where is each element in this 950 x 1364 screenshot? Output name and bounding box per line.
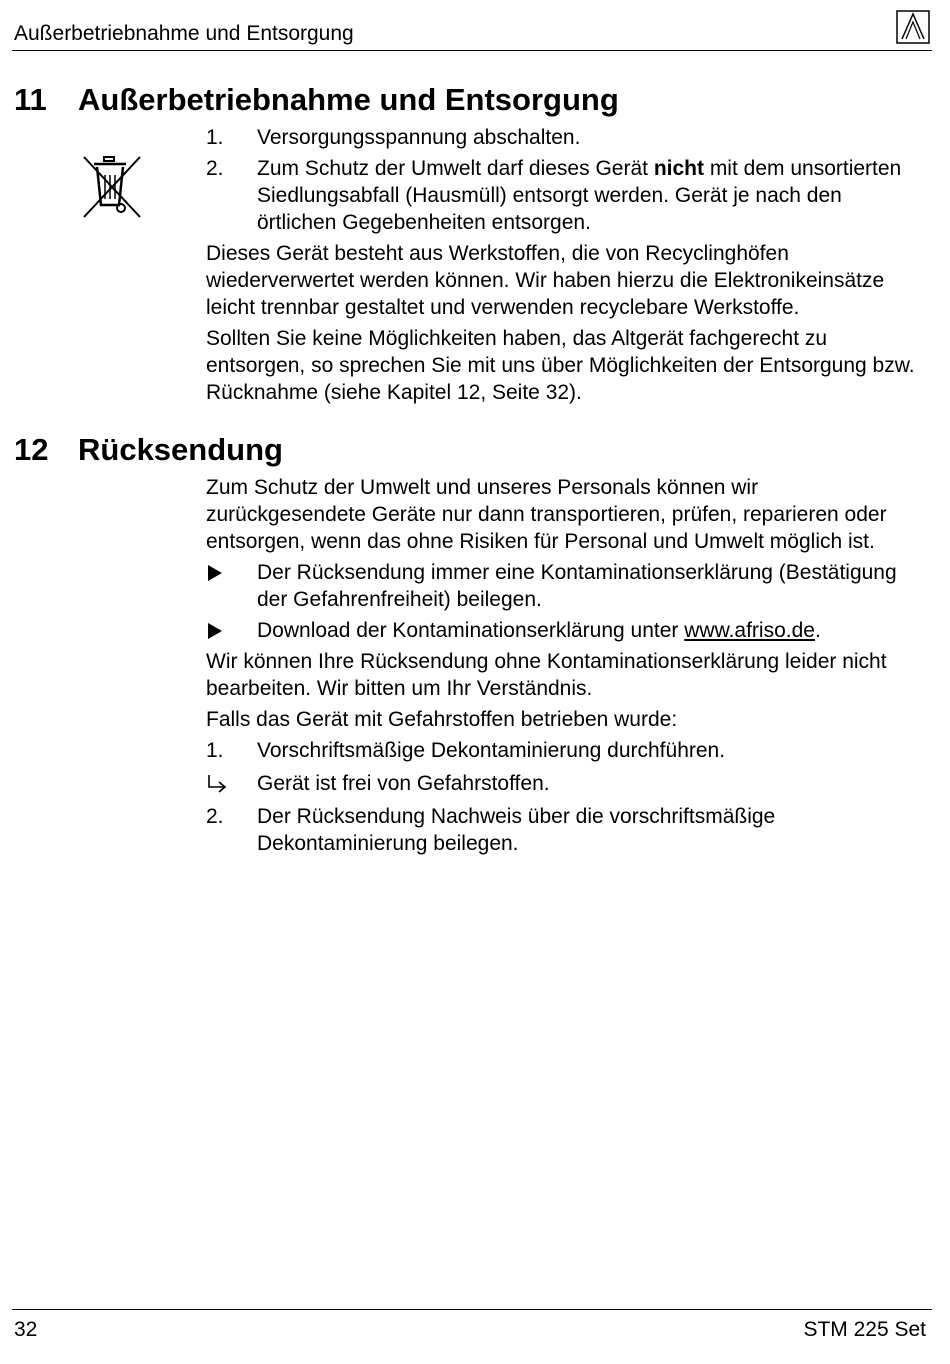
result-item: [206, 770, 922, 797]
running-header: Außerbetriebnahme und Entsorgung: [14, 22, 354, 45]
paragraph: Sollten Sie keine Möglichkeiten haben, das Altgerät fachgerecht zu entsorgen, so sprechen Sie mit uns über Möglichkeiten der Entsorgung bzw. Rücknahme (siehe Kapitel 12, Seite 32).: [206, 327, 915, 404]
result-text: Gerät ist frei von Gefahrstoffen.: [257, 772, 550, 795]
result-arrow-icon: [206, 773, 230, 795]
section-number: 11: [14, 82, 47, 117]
afriso-logo-icon: [896, 10, 930, 44]
list-number: 2.: [206, 805, 224, 828]
list-text: Der Rücksendung Nachweis über die vorschriftsmäßige Dekontaminierung beilegen.: [257, 805, 776, 855]
section-11-heading: [14, 82, 619, 118]
section-12-body: [206, 474, 922, 861]
product-name: STM 225 Set: [803, 1318, 926, 1341]
list-item: [206, 155, 922, 236]
section-12-heading: [14, 432, 283, 468]
list-number: 1.: [206, 126, 224, 149]
footer-rule: [12, 1309, 932, 1310]
list-text-pre: Download der Kontaminationserklärung unter: [257, 619, 685, 642]
list-item: [206, 559, 922, 613]
emphasis-text: nicht: [653, 157, 704, 180]
section-11-body: [206, 124, 922, 410]
list-text: Der Rücksendung immer eine Kontaminationserklärung (Bestätigung der Gefahrenfreiheit) beilegen.: [257, 561, 897, 611]
list-item: [206, 617, 922, 644]
list-item: [206, 124, 922, 151]
list-item: [206, 803, 922, 857]
list-number: 1.: [206, 739, 224, 762]
paragraph: Dieses Gerät besteht aus Werkstoffen, die von Recyclinghöfen wiederverwertet werden können. Wir haben hierzu die Elektronikeinsätze leicht trennbar gestaltet und verwenden recyclebare Werkstoffe.: [206, 242, 885, 319]
afriso-website-link[interactable]: www.afriso.de: [684, 619, 815, 642]
section-title: Rücksendung: [78, 432, 283, 467]
list-item: [206, 737, 922, 764]
list-text-pre: Zum Schutz der Umwelt darf dieses Gerät: [257, 157, 654, 180]
list-text: Versorgungsspannung abschalten.: [257, 126, 581, 149]
paragraph: Wir können Ihre Rücksendung ohne Kontaminationserklärung leider nicht bearbeiten. Wir bitten um Ihr Verständnis.: [206, 650, 887, 700]
list-text-post: mit dem unsortierten Siedlungsabfall (Hausmüll) entsorgt werden. Gerät je nach den örtlichen Gegebenheiten entsorgen.: [257, 157, 902, 234]
paragraph: Zum Schutz der Umwelt und unseres Personals können wir zurückgesendete Geräte nur dann transportieren, prüfen, reparieren oder entsorgen, wenn das ohne Risiken für Personal und Umwelt möglich ist.: [206, 476, 887, 553]
section-title: Außerbetriebnahme und Entsorgung: [78, 82, 619, 117]
list-number: 2.: [206, 157, 224, 180]
bullet-triangle-icon: [208, 565, 222, 581]
list-text-post: .: [814, 619, 821, 642]
header-rule: [12, 50, 932, 51]
page-number: 32: [14, 1318, 38, 1341]
list-text: Vorschriftsmäßige Dekontaminierung durchführen.: [257, 739, 726, 762]
paragraph: Falls das Gerät mit Gefahrstoffen betrieben wurde:: [206, 708, 678, 731]
crossed-out-wheelie-bin-icon: [80, 155, 144, 219]
bullet-triangle-icon: [208, 623, 222, 639]
section-number: 12: [14, 432, 49, 467]
